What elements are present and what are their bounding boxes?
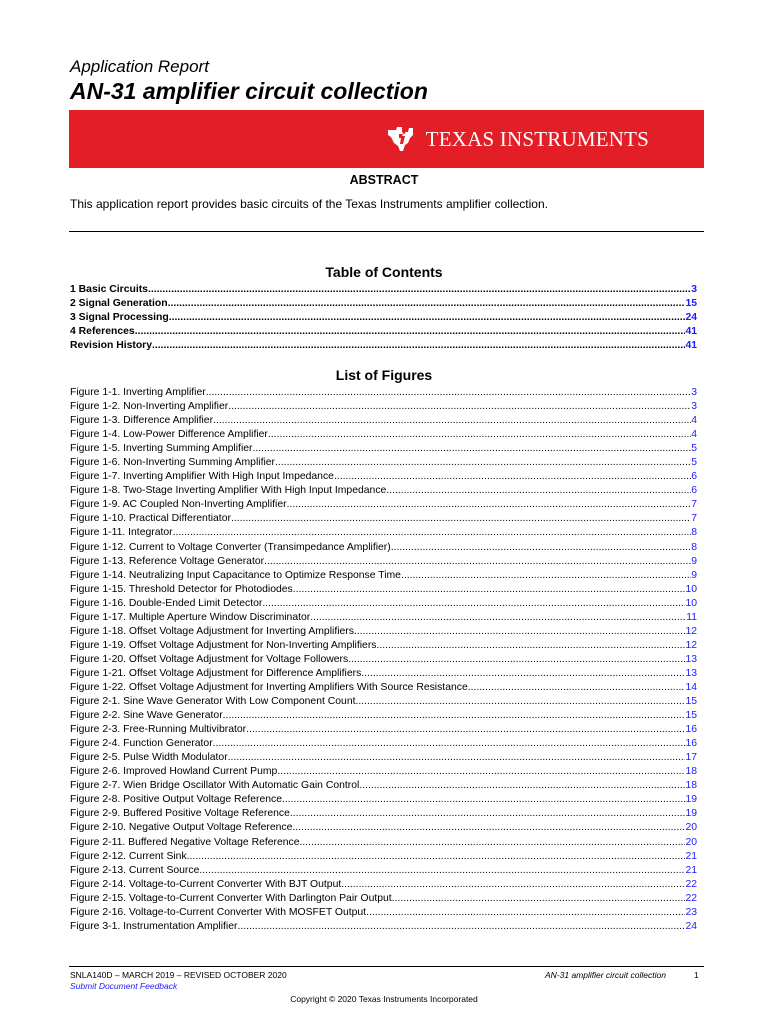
figure-entry[interactable] <box>70 836 697 850</box>
dot-leader <box>310 611 686 625</box>
figure-entry-label: Figure 3-1. Instrumentation Amplifier <box>70 920 238 932</box>
dot-leader <box>356 695 686 709</box>
dot-leader <box>292 821 685 835</box>
figure-entry-label: Figure 1-17. Multiple Aperture Window Discriminator <box>70 611 311 623</box>
figure-entry[interactable] <box>70 470 697 484</box>
figure-entry[interactable] <box>70 400 697 414</box>
figure-entry-label: Figure 2-1. Sine Wave Generator With Low Component Count <box>70 696 356 708</box>
figure-entry[interactable] <box>70 807 697 821</box>
section-divider <box>69 231 704 232</box>
dot-leader <box>334 470 691 484</box>
dot-leader <box>275 456 691 470</box>
figure-entry[interactable] <box>70 442 697 456</box>
page-number-link[interactable]: 4 <box>691 429 697 441</box>
footer-document-id: SNLA140D – MARCH 2019 – REVISED OCTOBER 2020 <box>70 970 287 980</box>
submit-feedback-link[interactable]: Submit Document Feedback <box>70 981 178 991</box>
dot-leader <box>264 555 691 569</box>
figure-entry-label: Figure 1-21. Offset Voltage Adjustment for Difference Amplifiers <box>70 667 362 679</box>
page-number-link[interactable]: 15 <box>685 710 697 722</box>
page-number-link[interactable]: 24 <box>685 920 697 932</box>
figure-entry-label: Figure 1-19. Offset Voltage Adjustment for Non-Inverting Amplifiers <box>70 639 377 651</box>
texas-instruments-logo-icon <box>384 123 416 155</box>
page-number-link[interactable]: 22 <box>685 878 697 890</box>
figure-entry[interactable] <box>70 597 697 611</box>
figure-entry-label: Figure 1-18. Offset Voltage Adjustment for Inverting Amplifiers <box>70 625 354 637</box>
dot-leader <box>213 737 686 751</box>
dot-leader <box>277 765 685 779</box>
dot-leader <box>187 850 686 864</box>
footer-document-title: AN-31 amplifier circuit collection <box>545 970 666 980</box>
page-number-link[interactable]: 3 <box>691 401 697 413</box>
dot-leader <box>253 442 692 456</box>
dot-leader <box>246 723 685 737</box>
figure-entry[interactable] <box>70 498 697 512</box>
page-number-link[interactable]: 6 <box>691 471 697 483</box>
page-number-link[interactable]: 9 <box>691 569 697 581</box>
figure-entry[interactable] <box>70 526 697 540</box>
figure-entry-label: Figure 2-10. Negative Output Voltage Reference <box>70 822 293 834</box>
toc-entry-label: 2 Signal Generation <box>70 298 168 310</box>
footer-divider <box>69 966 704 967</box>
figure-entry-label: Figure 2-7. Wien Bridge Oscillator With Automatic Gain Control <box>70 780 360 792</box>
toc-entry[interactable] <box>70 311 697 325</box>
figure-entry[interactable] <box>70 484 697 498</box>
dot-leader <box>376 639 685 653</box>
page-number-link[interactable]: 18 <box>685 766 697 778</box>
page-number-link[interactable]: 41 <box>685 326 697 338</box>
page-number-link[interactable]: 17 <box>685 752 697 764</box>
page-number-link[interactable]: 18 <box>685 780 697 792</box>
figure-entry-label: Figure 1-15. Threshold Detector for Photodiodes <box>70 583 293 595</box>
toc-entry-label: 3 Signal Processing <box>70 312 169 324</box>
figure-entry-label: Figure 1-1. Inverting Amplifier <box>70 387 206 398</box>
brand-banner <box>69 110 704 168</box>
dot-leader <box>287 498 692 512</box>
dot-leader <box>401 569 691 583</box>
figure-entry[interactable] <box>70 428 697 442</box>
page-number-link[interactable]: 19 <box>685 794 697 806</box>
figure-entry[interactable] <box>70 821 697 835</box>
page-number-link[interactable]: 23 <box>685 906 697 918</box>
figure-entry-label: Figure 1-11. Integrator <box>70 527 173 539</box>
figure-entry[interactable] <box>70 625 697 639</box>
dot-leader <box>152 339 685 353</box>
figure-entry-label: Figure 2-12. Current Sink <box>70 850 187 862</box>
figure-entry[interactable] <box>70 850 697 864</box>
dot-leader <box>348 653 685 667</box>
figure-entry[interactable] <box>70 723 697 737</box>
page-number-link[interactable]: 3 <box>691 284 697 295</box>
page-number-link[interactable]: 10 <box>685 597 697 609</box>
figure-entry[interactable] <box>70 653 697 667</box>
page-number-link[interactable]: 7 <box>691 499 697 511</box>
page-number-link[interactable]: 6 <box>691 485 697 497</box>
dot-leader <box>341 878 685 892</box>
brand-logo <box>384 124 649 154</box>
dot-leader <box>228 400 691 414</box>
page-number-link[interactable]: 8 <box>691 541 697 553</box>
page-number-link[interactable]: 20 <box>685 836 697 848</box>
figure-entry[interactable] <box>70 751 697 765</box>
figure-entry[interactable] <box>70 906 697 920</box>
figure-entry[interactable] <box>70 709 697 723</box>
figure-entry[interactable] <box>70 892 697 906</box>
figure-entry-label: Figure 1-5. Inverting Summing Amplifier <box>70 443 253 455</box>
figure-entry[interactable] <box>70 569 697 583</box>
figure-entry[interactable] <box>70 920 697 934</box>
figure-entry-label: Figure 1-6. Non-Inverting Summing Amplifier <box>70 457 276 469</box>
figure-entry[interactable] <box>70 541 697 555</box>
figure-entry-label: Figure 1-22. Offset Voltage Adjustment for Inverting Amplifiers With Source Resistance <box>70 681 468 693</box>
dot-leader <box>300 836 686 850</box>
figure-entry-label: Figure 2-11. Buffered Negative Voltage Reference <box>70 836 300 848</box>
toc-list <box>70 283 697 353</box>
figure-entry-label: Figure 1-3. Difference Amplifier <box>70 415 214 427</box>
toc-entry-label: 1 Basic Circuits <box>70 284 148 295</box>
page-number-link[interactable]: 5 <box>691 443 697 455</box>
figure-entry[interactable] <box>70 765 697 779</box>
figure-entry-label: Figure 1-12. Current to Voltage Converter (Transimpedance Amplifier) <box>70 541 391 553</box>
abstract-text: This application report provides basic circuits of the Texas Instruments amplifier collection. <box>70 197 548 211</box>
figure-entry[interactable] <box>70 456 697 470</box>
page-number-link[interactable]: 24 <box>685 312 697 324</box>
page-number-link[interactable]: 9 <box>691 555 697 567</box>
figure-entry[interactable] <box>70 667 697 681</box>
page-number-link[interactable]: 4 <box>691 415 697 427</box>
dot-leader <box>392 892 686 906</box>
page-number-link[interactable]: 21 <box>685 850 697 862</box>
figure-entry-label: Figure 2-9. Buffered Positive Voltage Reference <box>70 808 290 820</box>
figure-entry[interactable] <box>70 695 697 709</box>
page-number-link[interactable]: 7 <box>691 513 697 525</box>
page-number-link[interactable]: 22 <box>685 892 697 904</box>
dot-leader <box>213 414 691 428</box>
figure-entry-label: Figure 1-2. Non-Inverting Amplifier <box>70 401 229 413</box>
figure-entry-label: Figure 1-4. Low-Power Difference Amplifier <box>70 429 268 441</box>
dot-leader <box>148 283 691 297</box>
report-type: Application Report <box>70 57 209 76</box>
figure-entry-label: Figure 2-3. Free-Running Multivibrator <box>70 724 247 736</box>
figure-entry-label: Figure 2-15. Voltage-to-Current Converter With Darlington Pair Output <box>70 892 392 904</box>
dot-leader <box>206 386 692 400</box>
toc-entry[interactable] <box>70 283 697 297</box>
dot-leader <box>228 751 686 765</box>
footer-page-number: 1 <box>694 970 699 980</box>
figure-entry-label: Figure 2-2. Sine Wave Generator <box>70 710 223 722</box>
page-number-link[interactable]: 5 <box>691 457 697 469</box>
figure-entry-label: Figure 1-13. Reference Voltage Generator <box>70 555 265 567</box>
figure-entry-label: Figure 2-14. Voltage-to-Current Converter With BJT Output <box>70 878 342 890</box>
figure-entry[interactable] <box>70 555 697 569</box>
dot-leader <box>354 625 685 639</box>
figure-entry-label: Figure 2-13. Current Source <box>70 864 200 876</box>
list-of-figures <box>70 386 697 934</box>
page-number-link[interactable]: 16 <box>685 724 697 736</box>
figure-entry-label: Figure 2-5. Pulse Width Modulator <box>70 752 228 764</box>
figure-entry[interactable] <box>70 639 697 653</box>
toc-entry-label: Revision History <box>70 340 152 352</box>
figure-entry-label: Figure 1-20. Offset Voltage Adjustment for Voltage Followers <box>70 653 349 665</box>
dot-leader <box>282 793 685 807</box>
toc-entry[interactable] <box>70 339 697 353</box>
figure-entry-label: Figure 2-16. Voltage-to-Current Converter With MOSFET Output <box>70 906 367 918</box>
page-number-link[interactable]: 16 <box>685 738 697 750</box>
figure-entry[interactable] <box>70 414 697 428</box>
figure-entry[interactable] <box>70 864 697 878</box>
toc-entry[interactable] <box>70 325 697 339</box>
dot-leader <box>169 311 686 325</box>
dot-leader <box>468 681 686 695</box>
figure-entry-label: Figure 2-4. Function Generator <box>70 738 213 750</box>
dot-leader <box>391 541 692 555</box>
copyright-notice: Copyright © 2020 Texas Instruments Incorporated <box>290 994 478 1004</box>
page-number-link[interactable]: 21 <box>685 864 697 876</box>
dot-leader <box>199 864 685 878</box>
brand-name: TEXAS INSTRUMENTS <box>425 126 649 151</box>
page-number-link[interactable]: 12 <box>685 625 697 637</box>
toc-entry-label: 4 References <box>70 326 135 338</box>
figure-entry[interactable] <box>70 611 697 625</box>
dot-leader <box>366 906 685 920</box>
figure-entry[interactable] <box>70 512 697 526</box>
figure-entry[interactable] <box>70 737 697 751</box>
page-number-link[interactable]: 13 <box>685 653 697 665</box>
page-number-link[interactable]: 20 <box>685 822 697 834</box>
dot-leader <box>168 297 686 311</box>
page-number-link[interactable]: 8 <box>691 527 697 539</box>
figure-entry-label: Figure 1-8. Two-Stage Inverting Amplifier With High Input Impedance <box>70 485 387 497</box>
toc-heading: Table of Contents <box>325 264 443 280</box>
toc-entry[interactable] <box>70 297 697 311</box>
figure-entry[interactable] <box>70 779 697 793</box>
figure-entry-label: Figure 1-7. Inverting Amplifier With High Input Impedance <box>70 471 334 483</box>
dot-leader <box>290 807 686 821</box>
page-number-link[interactable]: 41 <box>685 340 697 352</box>
dot-leader <box>361 667 685 681</box>
figure-entry-label: Figure 2-6. Improved Howland Current Pump <box>70 766 278 778</box>
figure-entry[interactable] <box>70 878 697 892</box>
page-number-link[interactable]: 10 <box>685 583 697 595</box>
page-number-link[interactable]: 15 <box>685 298 697 310</box>
figure-entry[interactable] <box>70 681 697 695</box>
dot-leader <box>262 597 685 611</box>
page-number-link[interactable]: 19 <box>685 808 697 820</box>
figure-entry[interactable] <box>70 793 697 807</box>
dot-leader <box>223 709 686 723</box>
dot-leader <box>173 526 692 540</box>
figure-entry[interactable] <box>70 386 697 400</box>
dot-leader <box>359 779 685 793</box>
figure-entry-label: Figure 2-8. Positive Output Voltage Reference <box>70 794 282 806</box>
figure-entry-label: Figure 1-10. Practical Differentiator <box>70 513 231 525</box>
figure-entry-label: Figure 1-16. Double-Ended Limit Detector <box>70 597 263 609</box>
document-title: AN-31 amplifier circuit collection <box>70 78 428 104</box>
page-number-link[interactable]: 3 <box>691 387 697 398</box>
figure-entry[interactable] <box>70 583 697 597</box>
dot-leader <box>231 512 691 526</box>
page-number-link[interactable]: 12 <box>685 639 697 651</box>
page-number-link[interactable]: 15 <box>685 696 697 708</box>
dot-leader <box>268 428 691 442</box>
figure-entry-label: Figure 1-9. AC Coupled Non-Inverting Amplifier <box>70 499 287 511</box>
page-number-link[interactable]: 14 <box>685 681 697 693</box>
page-number-link[interactable]: 13 <box>685 667 697 679</box>
dot-leader <box>386 484 691 498</box>
dot-leader <box>237 920 685 934</box>
dot-leader <box>135 325 686 339</box>
list-of-figures-heading: List of Figures <box>335 367 433 383</box>
abstract-heading: ABSTRACT <box>349 173 419 187</box>
page-number-link[interactable]: 11 <box>686 611 697 623</box>
figure-entry-label: Figure 1-14. Neutralizing Input Capacitance to Optimize Response Time <box>70 569 401 581</box>
dot-leader <box>293 583 686 597</box>
